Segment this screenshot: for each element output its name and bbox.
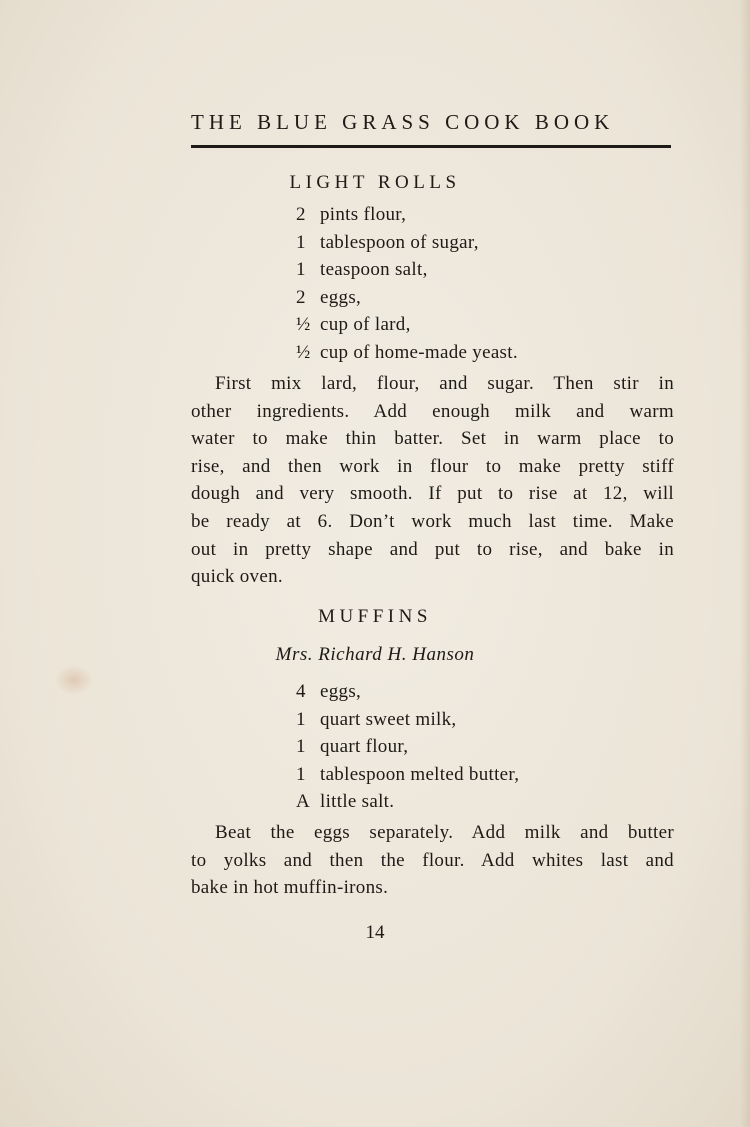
ingredient-text: quart flour,: [320, 736, 409, 757]
ingredient-quantity: 1: [296, 259, 306, 280]
ingredient-item: [296, 733, 519, 761]
ingredient-text: eggs,: [320, 681, 362, 702]
ingredient-text: teaspoon salt,: [320, 259, 428, 280]
ingredient-quantity: ½: [296, 341, 311, 363]
ingredient-item: [296, 788, 519, 816]
ingredient-text: quart sweet milk,: [320, 708, 457, 730]
ingredient-quantity: A: [296, 791, 311, 812]
ingredient-text: little salt.: [320, 791, 395, 812]
ingredient-item: [296, 256, 518, 284]
recipe-title-light-rolls: LIGHT ROLLS: [289, 172, 461, 193]
ingredient-text: tablespoon melted butter,: [320, 763, 520, 785]
paper-stain: [56, 666, 92, 694]
ingredient-quantity: 4: [296, 681, 306, 702]
ingredient-item: [296, 706, 519, 734]
ingredient-item: [296, 201, 518, 229]
ingredient-text: cup of home-made yeast.: [320, 341, 518, 363]
ingredient-item: [296, 339, 518, 367]
directions-line: rise, and then work in flour to make pretty stiff: [191, 455, 674, 477]
ingredient-text: eggs,: [320, 286, 362, 308]
ingredient-item: [296, 761, 519, 789]
directions-line: to yolks and then the flour. Add whites last and: [191, 849, 674, 871]
ingredient-list-muffins: [296, 678, 519, 816]
page-edge-shadow: [740, 0, 750, 1127]
directions-muffins: [191, 819, 674, 902]
directions-line: other ingredients. Add enough milk and warm: [191, 400, 674, 422]
ingredient-item: [296, 678, 519, 706]
ingredient-quantity: 2: [296, 204, 306, 225]
directions-line: be ready at 6. Don’t work much last time. Make: [191, 510, 674, 532]
directions-line: dough and very smooth. If put to rise at 12, will: [191, 483, 674, 505]
ingredient-item: [296, 311, 518, 339]
ingredient-quantity: ½: [296, 314, 311, 335]
ingredient-quantity: 1: [296, 708, 306, 730]
ingredient-quantity: 2: [296, 286, 306, 308]
ingredient-list-light-rolls: [296, 201, 518, 366]
ingredient-text: pints flour,: [320, 204, 407, 225]
ingredient-item: [296, 229, 518, 257]
directions-line: quick oven.: [191, 566, 283, 588]
directions-line: out in pretty shape and put to rise, and bake in: [191, 538, 674, 560]
running-head: THE BLUE GRASS COOK BOOK: [191, 110, 615, 134]
ingredient-text: tablespoon of sugar,: [320, 231, 479, 253]
ingredient-item: [296, 284, 518, 312]
header-rule: [191, 145, 671, 148]
directions-light-rolls: [191, 370, 674, 591]
directions-line: bake in hot muffin-irons.: [191, 877, 389, 899]
recipe-byline-muffins: Mrs. Richard H. Hanson: [275, 644, 475, 665]
directions-line: First mix lard, flour, and sugar. Then stir in: [215, 373, 674, 394]
directions-line: Beat the eggs separately. Add milk and butter: [215, 822, 674, 843]
recipe-title-muffins: MUFFINS: [318, 606, 432, 627]
ingredient-quantity: 1: [296, 736, 306, 757]
ingredient-quantity: 1: [296, 763, 306, 785]
ingredient-quantity: 1: [296, 231, 306, 253]
page-number: 14: [365, 922, 385, 943]
directions-line: water to make thin batter. Set in warm place to: [191, 428, 674, 450]
ingredient-text: cup of lard,: [320, 314, 411, 335]
